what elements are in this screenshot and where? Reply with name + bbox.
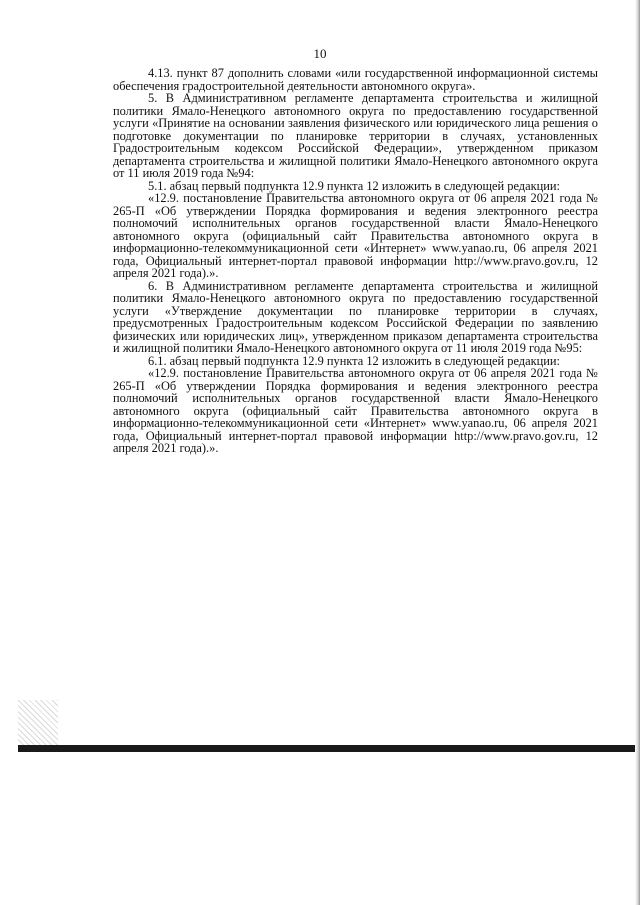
paragraph-5: 5. В Административном регламенте департамента строительства и жилищной политики Ямало-Ненецкого автономного округа по предоставлению государственной услуги «Принятие на основании заявления физического или юридического лица решения о подготовке документации по планировке территории в случаях, установленных Градостроительным кодексом Российской Федерации», утвержденном приказом департамента строительства и жилищной политики Ямало-Ненецкого автономного округа от 11 июля 2019 года №94:	[113, 91, 598, 180]
document-body	[113, 67, 598, 455]
paragraph-4-13: 4.13. пункт 87 дополнить словами «или государственной информационной системы обеспечения градостроительной деятельности автономного округа».	[113, 66, 598, 93]
paragraph-12-9-quote-b: «12.9. постановление Правительства автономного округа от 06 апреля 2021 года № 265-П «Об утверждении Порядка формирования и ведения электронного реестра полномочий исполнительных органов государственной власти Ямало-Ненецкого автономного округа (официальный сайт Правительства автономного округа в информационно-телекоммуникационной сети «Интернет» www.yanao.ru, 06 апреля 2021 года, Официальный интернет-портал правовой информации http://www.pravo.gov.ru, 12 апреля 2021 года).».	[113, 366, 598, 455]
paragraph-12-9-quote-a: «12.9. постановление Правительства автономного округа от 06 апреля 2021 года № 265-П «Об утверждении Порядка формирования и ведения электронного реестра полномочий исполнительных органов государственной власти Ямало-Ненецкого автономного округа (официальный сайт Правительства автономного округа в информационно-телекоммуникационной сети «Интернет» www.yanao.ru, 06 апреля 2021 года, Официальный интернет-портал правовой информации http://www.pravo.gov.ru, 12 апреля 2021 года).».	[113, 191, 598, 280]
paragraph-5-1: 5.1. абзац первый подпункта 12.9 пункта 12 изложить в следующей редакции:	[148, 178, 560, 193]
page-number: 10	[313, 46, 327, 61]
scan-artifact-bottom-edge	[18, 745, 640, 752]
scan-artifact-right-edge	[635, 0, 640, 905]
scan-artifact-speckle	[18, 700, 58, 746]
paragraph-6: 6. В Административном регламенте департамента строительства и жилищной политики Ямало-Ненецкого автономного округа по предоставлению государственной услуги «Утверждение документации по планировке территории в случаях, предусмотренных Градостроительным кодексом Российской Федерации по заявлению физических или юридических лиц», утвержденном приказом департамента строительства и жилищной политики Ямало-Ненецкого автономного округа от 11 июля 2019 года №95:	[113, 278, 598, 355]
paragraph-6-1: 6.1. абзац первый подпункта 12.9 пункта 12 изложить в следующей редакции:	[148, 353, 560, 368]
